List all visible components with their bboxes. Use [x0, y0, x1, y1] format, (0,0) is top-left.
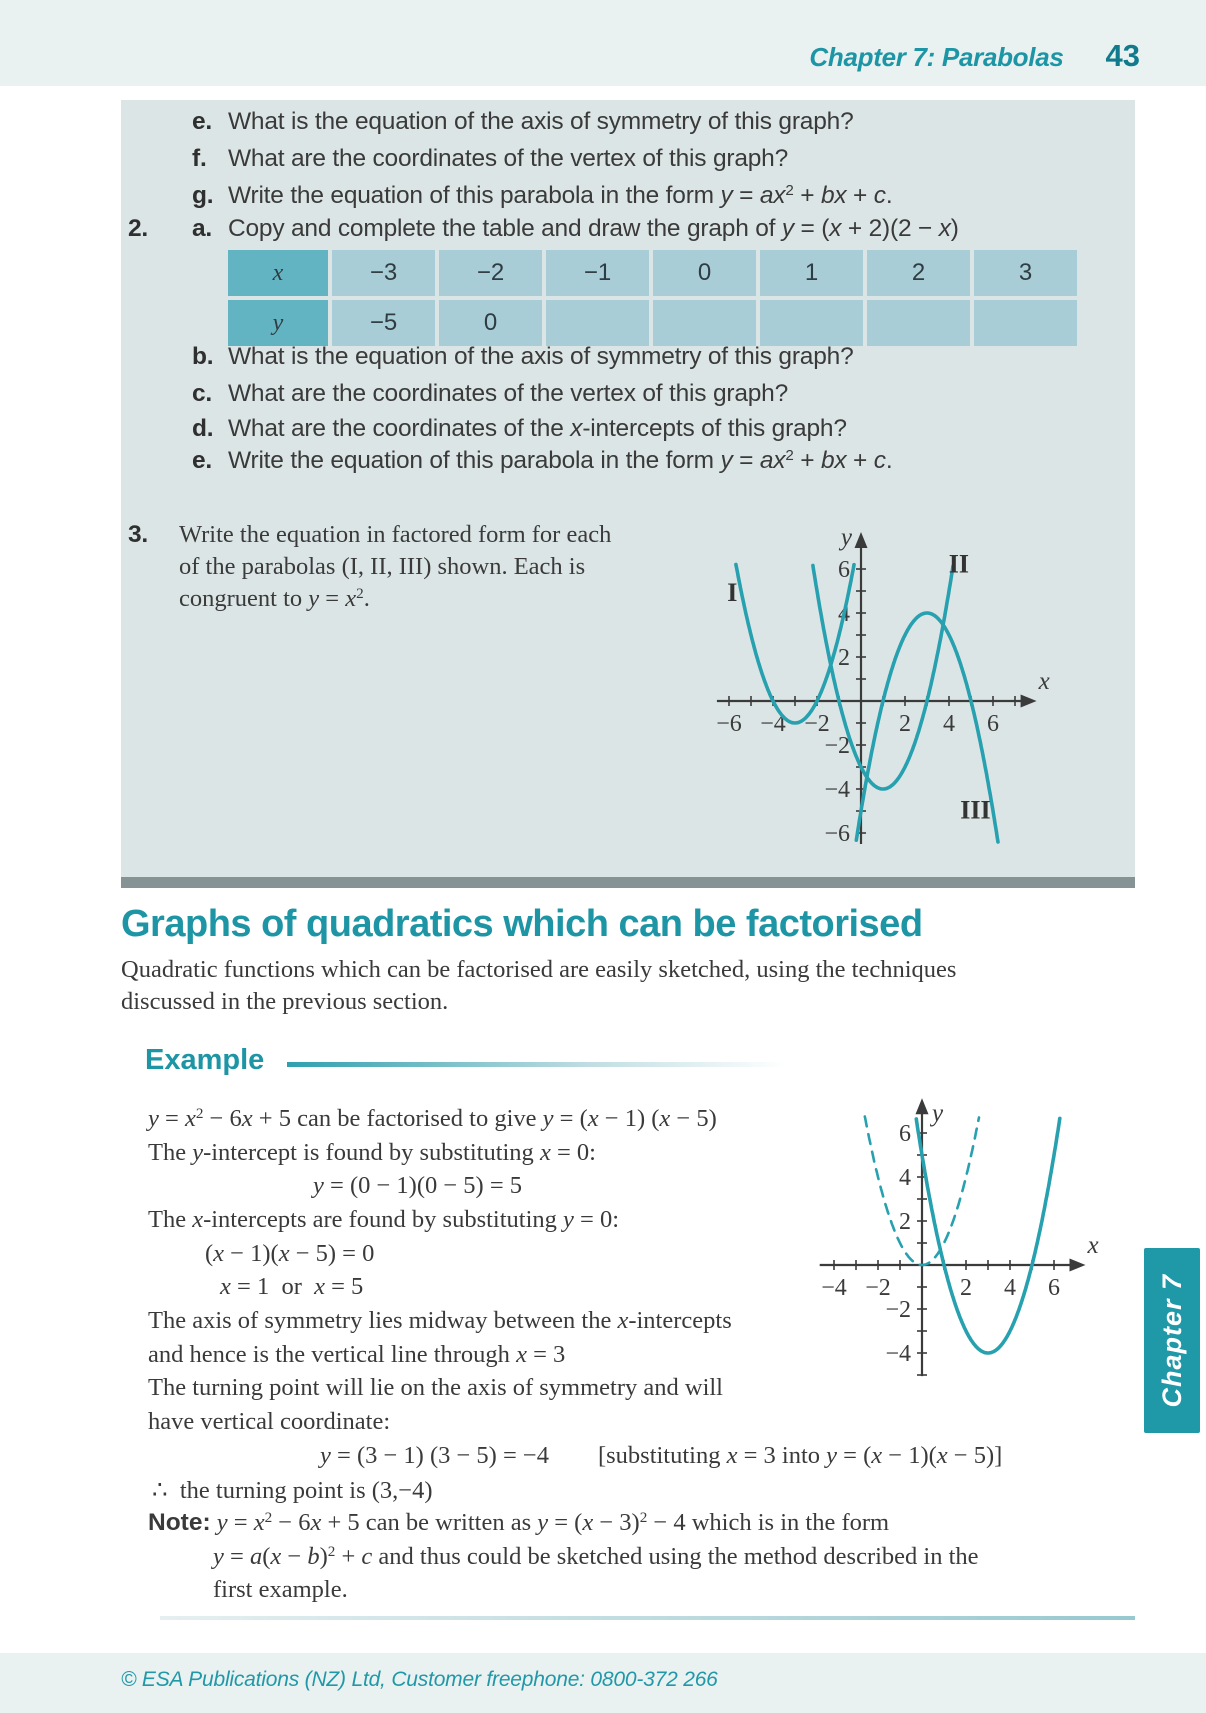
- question-3-line: Write the equation in factored form for each: [179, 521, 612, 548]
- svg-text:2: 2: [838, 645, 850, 671]
- svg-text:4: 4: [943, 711, 955, 737]
- example-graph: [790, 1100, 1100, 1405]
- svg-text:−6: −6: [824, 821, 850, 847]
- svg-text:I: I: [727, 577, 738, 607]
- svg-text:6: 6: [838, 557, 850, 583]
- exercise-box-bottom-bar: [121, 877, 1135, 888]
- chapter-side-tab: [1144, 1248, 1200, 1433]
- item-letter: e.: [192, 108, 213, 135]
- example-line: Note: $y = x^2 - 6x + 5$ can be written as $y = (x - 3)^2 - 4$ which is in the form: [148, 1508, 890, 1536]
- body-paragraph-line: Quadratic functions which can be factorised are easily sketched, using the techniques: [121, 956, 957, 983]
- item-letter: c.: [192, 380, 213, 407]
- svg-text:III: III: [960, 795, 991, 825]
- table-cell: 1: [760, 250, 863, 296]
- example-line: The y-intercept is found by substituting x = 0:: [148, 1139, 596, 1166]
- item-text: Copy and complete the table and draw the graph of y = (x + 2)(2 − x): [228, 215, 959, 242]
- page-header: [0, 0, 1206, 86]
- example-rule: [287, 1062, 787, 1067]
- example-line: The turning point will lie on the axis of symmetry and will: [148, 1374, 723, 1401]
- svg-text:−4: −4: [760, 711, 786, 737]
- example-line: x = 1 or x = 5: [220, 1273, 364, 1300]
- table-cell: 3: [974, 250, 1077, 296]
- example-line: have vertical coordinate:: [148, 1408, 391, 1435]
- example-line: (x − 1)(x − 5) = 0: [205, 1240, 375, 1267]
- svg-text:x: x: [1038, 668, 1050, 695]
- example-line: ∴ the turning point is (3,−4): [152, 1477, 433, 1504]
- parabolas-graph: [660, 500, 1050, 860]
- table-cell: 2: [867, 250, 970, 296]
- svg-text:4: 4: [1004, 1275, 1016, 1301]
- example-line: The axis of symmetry lies midway between the x-intercepts: [148, 1307, 732, 1334]
- svg-text:−4: −4: [885, 1341, 911, 1367]
- question-number: 2.: [128, 215, 149, 242]
- svg-text:−2: −2: [824, 733, 850, 759]
- svg-text:2: 2: [960, 1275, 972, 1301]
- example-line: The x-intercepts are found by substituting y = 0:: [148, 1206, 620, 1233]
- svg-text:y: y: [840, 524, 852, 551]
- item-letter: b.: [192, 343, 214, 370]
- example-line: $y = x^2 - 6x + 5$ can be factorised to give y = (x − 1) (x − 5): [148, 1104, 717, 1132]
- table-cell: [867, 300, 970, 346]
- svg-text:6: 6: [899, 1121, 911, 1147]
- svg-text:−2: −2: [885, 1297, 911, 1323]
- table-cell: −5: [332, 300, 435, 346]
- footer-text: © ESA Publications (NZ) Ltd, Customer freephone: 0800-372 266: [121, 1668, 718, 1691]
- table-row-y: [228, 300, 1077, 346]
- section-heading: Graphs of quadratics which can be factorised: [121, 903, 923, 945]
- item-letter: e.: [192, 447, 213, 474]
- svg-text:4: 4: [838, 601, 850, 627]
- item-letter: g.: [192, 182, 214, 209]
- table-cell: −2: [439, 250, 542, 296]
- table-cell: [546, 300, 649, 346]
- svg-text:−4: −4: [821, 1275, 847, 1301]
- item-text: Write the equation of this parabola in the form $y = ax^2$ + bx + c.: [228, 181, 893, 209]
- question-number: 3.: [128, 521, 149, 548]
- item-text: What are the coordinates of the vertex of this graph?: [228, 145, 789, 172]
- body-paragraph-line: discussed in the previous section.: [121, 988, 449, 1015]
- svg-text:2: 2: [899, 1209, 911, 1235]
- svg-text:2: 2: [899, 711, 911, 737]
- exercise-box: [121, 100, 1135, 877]
- svg-text:y: y: [932, 1100, 944, 1128]
- example-line: y = (3 − 1) (3 − 5) = −4 [substituting x = 3 into y = (x − 1)(x − 5)]: [320, 1442, 1003, 1469]
- svg-text:4: 4: [899, 1165, 911, 1191]
- table-row-x: [228, 250, 1077, 296]
- svg-text:x: x: [1087, 1232, 1099, 1259]
- table-header-x: x: [228, 250, 328, 296]
- example-line: and hence is the vertical line through x = 3: [148, 1341, 566, 1368]
- item-text: What are the coordinates of the vertex of this graph?: [228, 380, 789, 407]
- table-cell: 0: [653, 250, 756, 296]
- header-text-group: [809, 38, 1140, 74]
- section-bottom-rule: [160, 1616, 1135, 1620]
- svg-text:6: 6: [1048, 1275, 1060, 1301]
- svg-text:−2: −2: [865, 1275, 891, 1301]
- header-chapter-title: Chapter 7: Parabolas: [809, 42, 1064, 72]
- table-cell: 0: [439, 300, 542, 346]
- table-cell: −3: [332, 250, 435, 296]
- item-letter: d.: [192, 415, 214, 442]
- table-cell: [760, 300, 863, 346]
- header-page-number: 43: [1105, 38, 1140, 73]
- example-line: y = (0 − 1)(0 − 5) = 5: [313, 1172, 523, 1199]
- svg-text:−4: −4: [824, 777, 850, 803]
- svg-text:II: II: [948, 549, 970, 579]
- item-letter: a.: [192, 215, 213, 242]
- table-cell: −1: [546, 250, 649, 296]
- example-line: $y = a(x - b)^2 + c$ and thus could be sketched using the method described in the: [213, 1542, 979, 1570]
- example-line: first example.: [213, 1576, 348, 1603]
- question-3-line: of the parabolas (I, II, III) shown. Each is: [179, 553, 586, 580]
- table-header-y: y: [228, 300, 328, 346]
- question-3-line: congruent to $y = x^2$.: [179, 584, 370, 612]
- item-text: Write the equation of this parabola in the form $y = ax^2$ + bx + c.: [228, 446, 893, 474]
- example-label: Example: [145, 1044, 265, 1076]
- item-text: What is the equation of the axis of symmetry of this graph?: [228, 108, 854, 135]
- table-cell: [974, 300, 1077, 346]
- item-letter: f.: [192, 145, 207, 172]
- svg-text:−6: −6: [716, 711, 742, 737]
- svg-text:6: 6: [987, 711, 999, 737]
- item-text: What are the coordinates of the x-intercepts of this graph?: [228, 415, 847, 442]
- table-cell: [653, 300, 756, 346]
- chapter-side-tab-label: Chapter 7: [1156, 1273, 1187, 1408]
- values-table: [228, 250, 1077, 346]
- item-text: What is the equation of the axis of symmetry of this graph?: [228, 343, 854, 370]
- svg-text:−2: −2: [804, 711, 830, 737]
